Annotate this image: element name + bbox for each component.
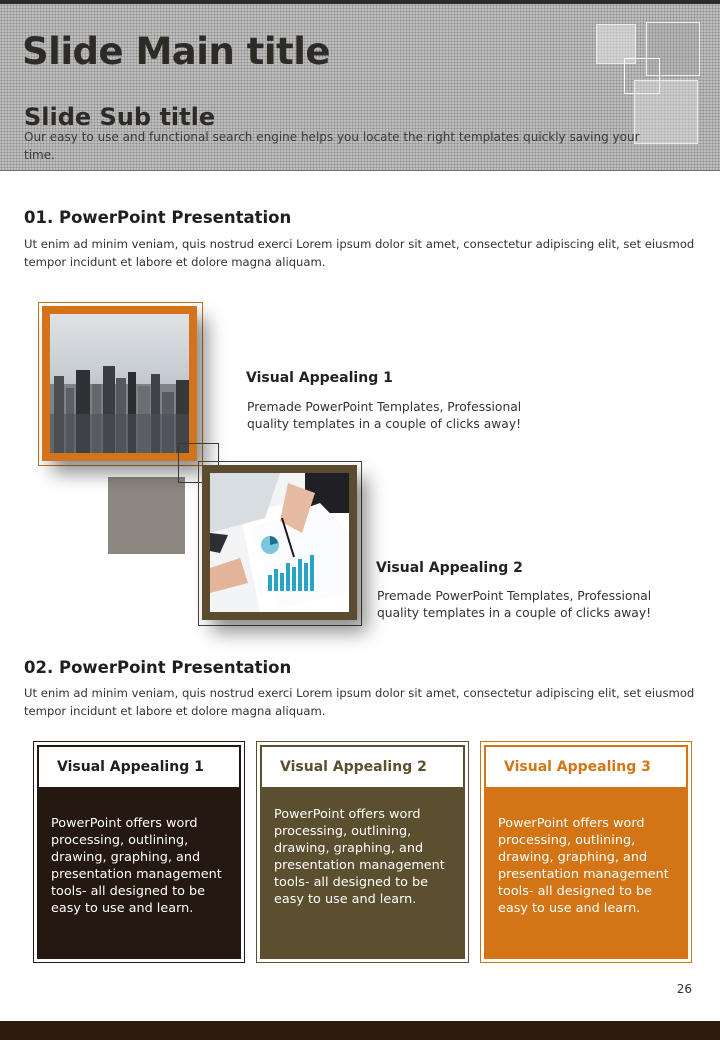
card-1-text: PowerPoint offers word processing, outlining, drawing, graphing, and presentation management tools- all designed to be easy to use and learn.	[51, 816, 222, 916]
header-banner	[0, 0, 720, 171]
feature-1-title: Visual Appealing 1	[246, 370, 393, 386]
card-3-title: Visual Appealing 3	[484, 745, 688, 789]
card-2-title: Visual Appealing 2	[260, 745, 465, 789]
slide-main-title: Slide Main title	[22, 30, 330, 73]
card-3	[480, 741, 692, 963]
city-photo-frame	[42, 306, 197, 461]
card-1	[33, 741, 245, 963]
card-3-text: PowerPoint offers word processing, outlining, drawing, graphing, and presentation management tools- all designed to be easy to use and learn.	[498, 816, 669, 916]
business-charts-image	[210, 473, 349, 612]
card-2	[256, 741, 469, 963]
feature-2-title: Visual Appealing 2	[376, 560, 523, 576]
section-1-title: 01. PowerPoint Presentation	[24, 208, 292, 227]
header-description: Our easy to use and functional search engine helps you locate the right templates quickly saving your time.	[24, 130, 640, 162]
card-1-title: Visual Appealing 1	[37, 745, 241, 789]
section-2-title: 02. PowerPoint Presentation	[24, 658, 292, 677]
section-2-text: Ut enim ad minim veniam, quis nostrud exerci Lorem ipsum dolor sit amet, consectetur adipiscing elit, set eiusmod tempor incidunt et labore et dolore magna aliquam.	[24, 686, 695, 718]
section-1-text: Ut enim ad minim veniam, quis nostrud exerci Lorem ipsum dolor sit amet, consectetur adipiscing elit, set eiusmod tempor incidunt et labore et dolore magna aliquam.	[24, 237, 695, 269]
feature-2-text: Premade PowerPoint Templates, Professional quality templates in a couple of clicks away!	[377, 589, 652, 620]
slide-sub-title: Slide Sub title	[24, 103, 216, 131]
business-photo-frame	[202, 465, 357, 620]
page-number: 26	[676, 982, 692, 996]
feature-1-text: Premade PowerPoint Templates, Professional quality templates in a couple of clicks away!	[247, 400, 522, 431]
decorative-grey-square	[108, 477, 185, 554]
card-2-text: PowerPoint offers word processing, outlining, drawing, graphing, and presentation management tools- all designed to be easy to use and learn.	[274, 807, 445, 907]
city-skyline-image	[50, 314, 189, 453]
footer-bar	[0, 1021, 720, 1040]
